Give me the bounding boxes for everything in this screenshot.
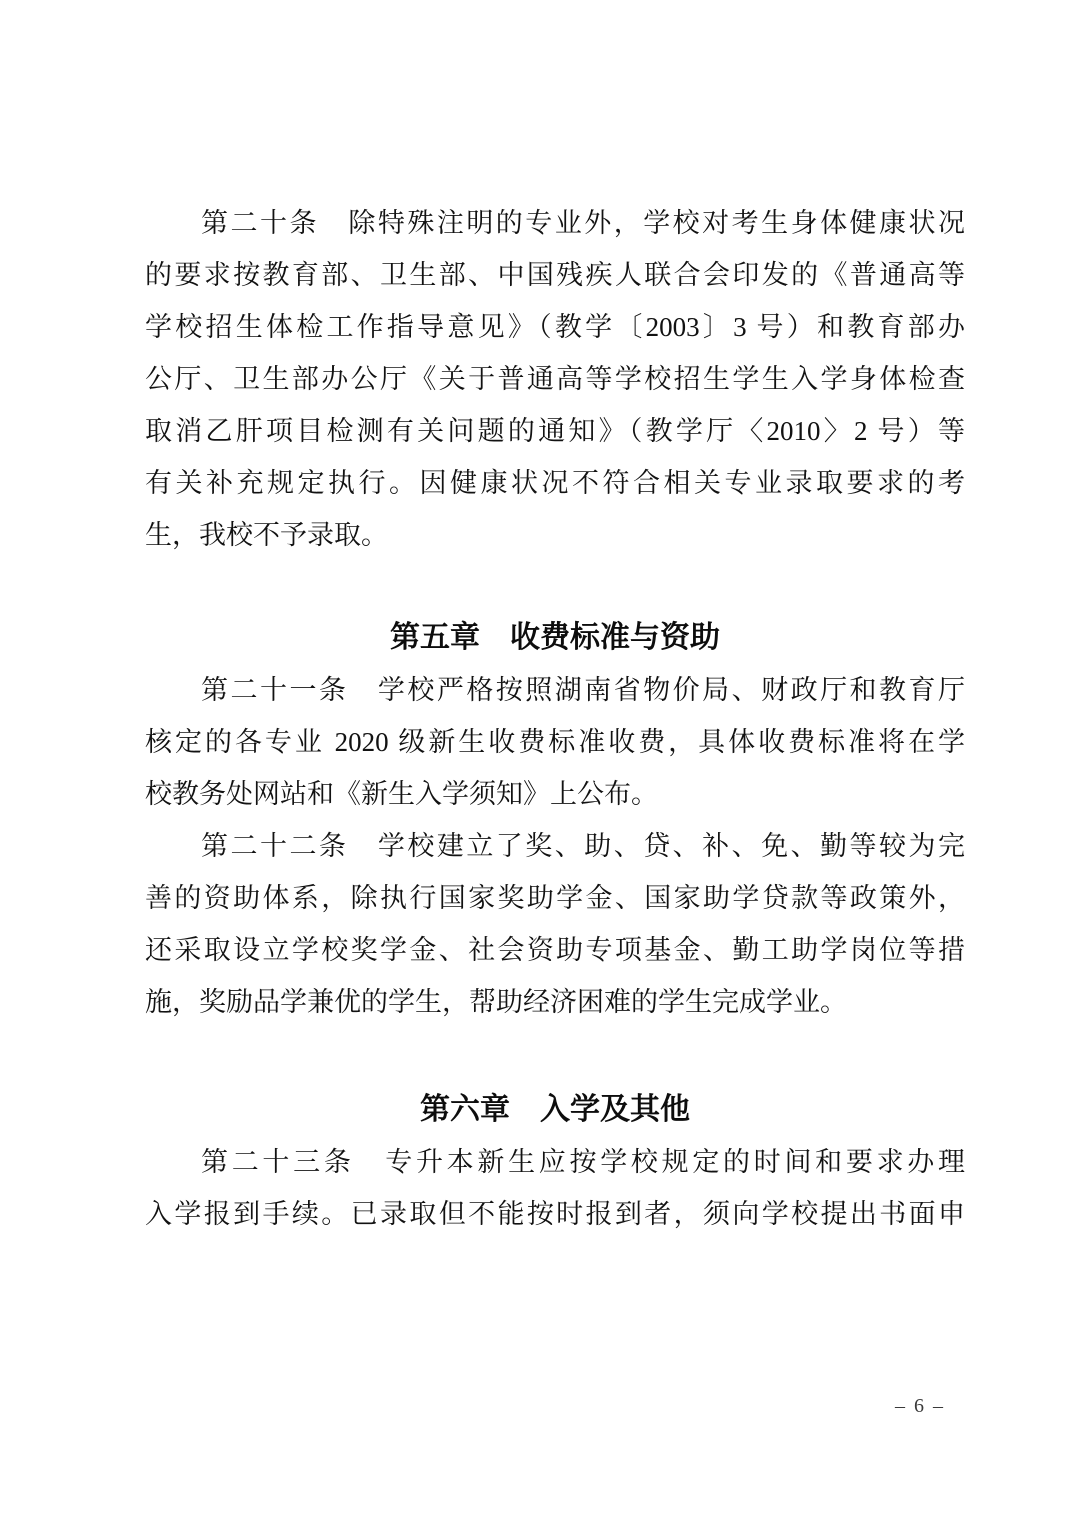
article-20-line: 生，我校不予录取。 bbox=[145, 520, 388, 550]
article-23-line: 第二十三条 专升本新生应按学校规定的时间和要求办理 bbox=[201, 1147, 965, 1177]
article-20-line: 的要求按教育部、卫生部、中国残疾人联合会印发的《普通高等 bbox=[145, 260, 965, 290]
article-21-line: 校教务处网站和《新生入学须知》上公布。 bbox=[145, 779, 658, 809]
article-20-paragraph bbox=[145, 197, 965, 561]
chapter-6-heading: 第六章 入学及其他 bbox=[420, 1093, 690, 1126]
article-20-line: 第二十条 除特殊注明的专业外，学校对考生身体健康状况 bbox=[201, 208, 965, 238]
article-22-line: 还采取设立学校奖学金、社会资助专项基金、勤工助学岗位等措 bbox=[145, 935, 965, 965]
article-20-line: 学校招生体检工作指导意见》（教学〔2003〕3 号）和教育部办 bbox=[145, 312, 965, 342]
article-23-line: 入学报到手续。已录取但不能按时报到者，须向学校提出书面申 bbox=[145, 1199, 965, 1229]
article-20-line: 有关补充规定执行。因健康状况不符合相关专业录取要求的考 bbox=[145, 468, 965, 498]
chapter-5-heading: 第五章 收费标准与资助 bbox=[390, 621, 720, 654]
document-page-body bbox=[145, 197, 965, 1240]
article-21-paragraph bbox=[145, 664, 965, 820]
article-21-line: 核定的各专业 2020 级新生收费标准收费，具体收费标准将在学 bbox=[145, 727, 965, 757]
article-23-paragraph bbox=[145, 1136, 965, 1240]
article-21-line: 第二十一条 学校严格按照湖南省物价局、财政厅和教育厅 bbox=[201, 675, 965, 705]
article-22-line: 善的资助体系，除执行国家奖助学金、国家助学贷款等政策外， bbox=[145, 883, 965, 913]
article-20-line: 取消乙肝项目检测有关问题的通知》（教学厅〈2010〉2 号）等 bbox=[145, 416, 965, 446]
page-number: – 6 – bbox=[895, 1395, 945, 1417]
article-22-line: 施，奖励品学兼优的学生，帮助经济困难的学生完成学业。 bbox=[145, 987, 847, 1017]
article-20-line: 公厅、卫生部办公厅《关于普通高等学校招生学生入学身体检查 bbox=[145, 364, 965, 394]
article-22-paragraph bbox=[145, 820, 965, 1028]
article-22-line: 第二十二条 学校建立了奖、助、贷、补、免、勤等较为完 bbox=[201, 831, 965, 861]
